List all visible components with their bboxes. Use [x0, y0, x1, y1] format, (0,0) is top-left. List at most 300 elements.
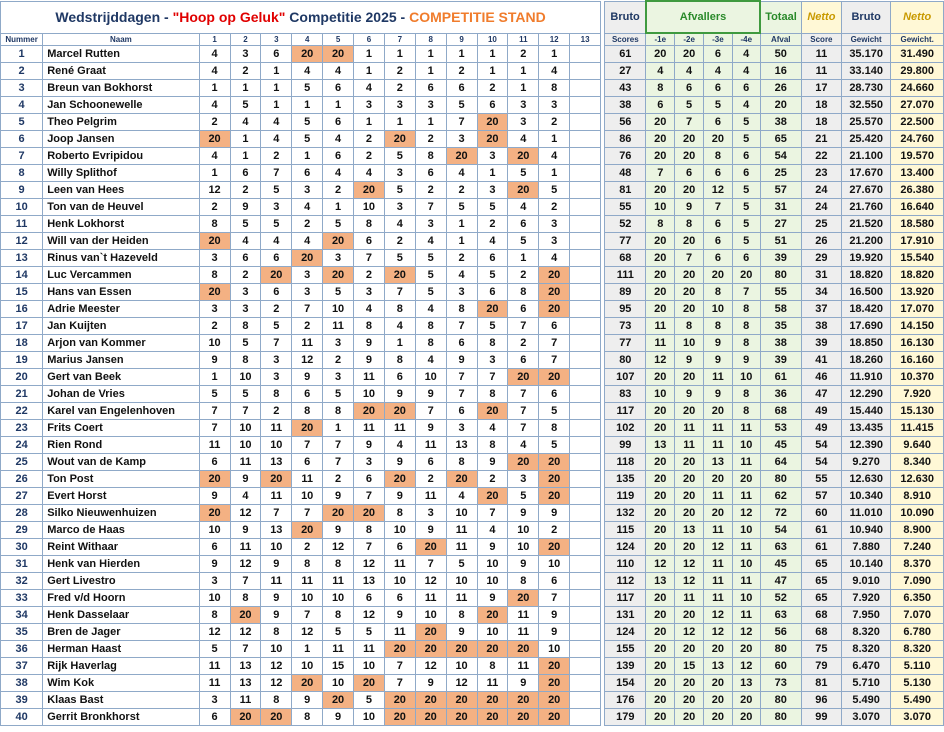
day-score-cell: 2	[415, 131, 446, 148]
day-score-cell: 8	[354, 522, 385, 539]
day-score-cell: 2	[415, 182, 446, 199]
totaal-afval-cell: 25	[760, 165, 801, 182]
totaal-afval-cell: 20	[760, 97, 801, 114]
rank-cell: 18	[1, 335, 43, 352]
day-score-cell: 5	[292, 114, 323, 131]
day-score-cell: 2	[446, 63, 477, 80]
bruto-weight-cell: 25.420	[841, 131, 890, 148]
day-score-cell: 11	[384, 420, 415, 437]
afvaller-cell: 20	[675, 471, 704, 488]
rank-cell: 26	[1, 471, 43, 488]
day-score-cell: 12	[261, 658, 292, 675]
afvaller-cell: 12	[646, 352, 675, 369]
day-score-cell: 8	[292, 556, 323, 573]
day-score-cell: 11	[323, 641, 354, 658]
day-score-cell: 7	[539, 352, 570, 369]
day-score-cell: 5	[477, 267, 508, 284]
bruto-scores-cell: 154	[605, 675, 646, 692]
netto-weight-cell: 18.580	[891, 216, 944, 233]
afvaller-cell: 20	[704, 675, 733, 692]
day-score-cell: 13	[230, 658, 261, 675]
day-score-cell: 11	[384, 556, 415, 573]
bruto-weight-cell: 9.270	[841, 454, 890, 471]
day-score-cell: 20	[415, 624, 446, 641]
column-header-afvaller-3: -3e	[704, 33, 733, 46]
afvaller-cell: 8	[732, 318, 760, 335]
afvaller-cell: 8	[732, 335, 760, 352]
player-name-cell: Marius Jansen	[43, 352, 199, 369]
day-score-cell: 20	[292, 420, 323, 437]
netto-weight-cell: 17.070	[891, 301, 944, 318]
afvaller-cell: 10	[732, 556, 760, 573]
day-score-cell: 20	[539, 488, 570, 505]
day-score-cell: 6	[477, 284, 508, 301]
afvaller-cell: 20	[675, 284, 704, 301]
day-score-cell: 3	[508, 97, 539, 114]
totaal-afval-cell: 36	[760, 386, 801, 403]
bruto-scores-cell: 107	[605, 369, 646, 386]
netto-score-cell: 46	[801, 369, 841, 386]
day-score-cell: 20	[323, 692, 354, 709]
day-score-cell: 11	[261, 573, 292, 590]
day-score-cell: 1	[539, 46, 570, 63]
day-score-cell: 10	[292, 488, 323, 505]
day-score-cell: 3	[323, 250, 354, 267]
day-score-cell: 12	[292, 352, 323, 369]
rank-cell: 30	[1, 539, 43, 556]
day-score-cell: 2	[292, 318, 323, 335]
rank-cell: 1	[1, 46, 43, 63]
header-netto: Netto	[801, 1, 841, 33]
day-score-cell: 6	[539, 386, 570, 403]
rank-cell: 28	[1, 505, 43, 522]
afvaller-cell: 11	[704, 522, 733, 539]
bruto-weight-cell: 11.010	[841, 505, 890, 522]
day-score-cell: 6	[384, 369, 415, 386]
day-score-cell	[570, 420, 601, 437]
bruto-weight-cell: 10.940	[841, 522, 890, 539]
day-score-cell: 8	[323, 607, 354, 624]
day-score-cell: 6	[354, 471, 385, 488]
player-name-cell: Rien Rond	[43, 437, 199, 454]
player-name-cell: Herman Haast	[43, 641, 199, 658]
day-score-cell	[570, 352, 601, 369]
day-score-cell: 7	[354, 488, 385, 505]
day-score-cell: 11	[508, 658, 539, 675]
day-score-cell	[570, 97, 601, 114]
afvaller-cell: 13	[646, 437, 675, 454]
day-score-cell: 20	[508, 182, 539, 199]
column-header-day-1: 1	[199, 33, 230, 46]
day-score-cell: 4	[261, 114, 292, 131]
day-score-cell: 5	[384, 182, 415, 199]
day-score-cell: 6	[199, 539, 230, 556]
afvaller-cell: 6	[704, 250, 733, 267]
day-score-cell: 3	[446, 284, 477, 301]
day-score-cell: 3	[539, 97, 570, 114]
day-score-cell	[570, 63, 601, 80]
afvaller-cell: 13	[732, 675, 760, 692]
day-score-cell: 12	[354, 556, 385, 573]
bruto-scores-cell: 135	[605, 471, 646, 488]
day-score-cell: 1	[323, 420, 354, 437]
day-score-cell: 4	[508, 437, 539, 454]
day-score-cell: 7	[292, 505, 323, 522]
day-score-cell: 12	[261, 675, 292, 692]
day-score-cell: 8	[384, 505, 415, 522]
netto-score-cell: 57	[801, 488, 841, 505]
rank-cell: 13	[1, 250, 43, 267]
day-score-cell: 20	[477, 641, 508, 658]
day-score-cell: 20	[292, 46, 323, 63]
rank-cell: 10	[1, 199, 43, 216]
table-row	[1, 556, 944, 573]
bruto-scores-cell: 89	[605, 284, 646, 301]
day-score-cell: 3	[415, 97, 446, 114]
header-totaal: Totaal	[760, 1, 801, 33]
day-score-cell: 20	[384, 692, 415, 709]
table-row	[1, 233, 944, 250]
day-score-cell: 7	[292, 607, 323, 624]
day-score-cell: 13	[261, 522, 292, 539]
totaal-afval-cell: 16	[760, 63, 801, 80]
day-score-cell: 10	[230, 437, 261, 454]
day-score-cell	[570, 114, 601, 131]
day-score-cell: 4	[446, 488, 477, 505]
day-score-cell: 10	[446, 658, 477, 675]
day-score-cell: 20	[199, 233, 230, 250]
table-row	[1, 335, 944, 352]
table-row	[1, 471, 944, 488]
table-row	[1, 488, 944, 505]
afvaller-cell: 5	[732, 199, 760, 216]
bruto-weight-cell: 5.490	[841, 692, 890, 709]
day-score-cell: 12	[199, 624, 230, 641]
day-score-cell: 2	[354, 148, 385, 165]
afvaller-cell: 11	[732, 454, 760, 471]
day-score-cell: 5	[199, 641, 230, 658]
afvaller-cell: 10	[646, 386, 675, 403]
column-header-day-2: 2	[230, 33, 261, 46]
day-score-cell: 10	[384, 522, 415, 539]
table-row	[1, 624, 944, 641]
day-score-cell: 9	[508, 505, 539, 522]
header-afvallers: Afvallers	[646, 1, 760, 33]
afvaller-cell: 6	[704, 80, 733, 97]
afvaller-cell: 9	[675, 199, 704, 216]
day-score-cell: 10	[323, 590, 354, 607]
day-score-cell: 4	[477, 233, 508, 250]
table-row	[1, 182, 944, 199]
day-score-cell: 10	[508, 539, 539, 556]
afvaller-cell: 20	[675, 692, 704, 709]
totaal-afval-cell: 53	[760, 420, 801, 437]
netto-score-cell: 54	[801, 437, 841, 454]
netto-score-cell: 24	[801, 182, 841, 199]
afvaller-cell: 9	[675, 352, 704, 369]
day-score-cell: 20	[261, 267, 292, 284]
rank-cell: 6	[1, 131, 43, 148]
afvaller-cell: 20	[646, 505, 675, 522]
day-score-cell: 5	[292, 80, 323, 97]
day-score-cell: 3	[354, 97, 385, 114]
day-score-cell: 6	[446, 80, 477, 97]
netto-weight-cell: 14.150	[891, 318, 944, 335]
day-score-cell: 20	[323, 233, 354, 250]
netto-score-cell: 49	[801, 403, 841, 420]
afvaller-cell: 20	[646, 658, 675, 675]
day-score-cell: 4	[230, 114, 261, 131]
day-score-cell: 4	[292, 199, 323, 216]
day-score-cell: 3	[384, 165, 415, 182]
day-score-cell: 2	[384, 63, 415, 80]
afvaller-cell: 6	[675, 80, 704, 97]
bruto-weight-cell: 27.670	[841, 182, 890, 199]
day-score-cell: 20	[477, 114, 508, 131]
day-score-cell: 2	[539, 522, 570, 539]
rank-cell: 33	[1, 590, 43, 607]
rank-cell: 14	[1, 267, 43, 284]
bruto-weight-cell: 12.290	[841, 386, 890, 403]
day-score-cell: 9	[477, 539, 508, 556]
afvaller-cell: 11	[704, 488, 733, 505]
day-score-cell: 1	[477, 63, 508, 80]
bruto-scores-cell: 176	[605, 692, 646, 709]
day-score-cell: 4	[539, 250, 570, 267]
afvaller-cell: 12	[732, 624, 760, 641]
day-score-cell: 20	[539, 658, 570, 675]
day-score-cell: 10	[539, 556, 570, 573]
bruto-scores-cell: 43	[605, 80, 646, 97]
afvaller-cell: 20	[675, 46, 704, 63]
bruto-weight-cell: 18.420	[841, 301, 890, 318]
afvaller-cell: 20	[646, 114, 675, 131]
netto-score-cell: 96	[801, 692, 841, 709]
day-score-cell: 9	[261, 590, 292, 607]
afvaller-cell: 8	[646, 80, 675, 97]
bruto-scores-cell: 80	[605, 352, 646, 369]
netto-weight-cell: 16.640	[891, 199, 944, 216]
day-score-cell	[570, 284, 601, 301]
netto-score-cell: 68	[801, 624, 841, 641]
header-netto-gewicht: Netto	[891, 1, 944, 33]
day-score-cell: 5	[508, 165, 539, 182]
netto-score-cell: 11	[801, 46, 841, 63]
day-score-cell: 2	[230, 267, 261, 284]
totaal-afval-cell: 58	[760, 301, 801, 318]
player-name-cell: Karel van Engelenhoven	[43, 403, 199, 420]
netto-weight-cell: 8.340	[891, 454, 944, 471]
day-score-cell: 9	[384, 607, 415, 624]
player-name-cell: Wim Kok	[43, 675, 199, 692]
day-score-cell: 3	[415, 216, 446, 233]
table-row	[1, 114, 944, 131]
afvaller-cell: 20	[646, 488, 675, 505]
day-score-cell: 8	[261, 692, 292, 709]
day-score-cell: 1	[230, 148, 261, 165]
netto-weight-cell: 10.370	[891, 369, 944, 386]
day-score-cell: 10	[354, 199, 385, 216]
afvaller-cell: 20	[646, 641, 675, 658]
bruto-scores-cell: 48	[605, 165, 646, 182]
day-score-cell: 2	[323, 352, 354, 369]
day-score-cell: 9	[261, 607, 292, 624]
totaal-afval-cell: 80	[760, 471, 801, 488]
bruto-scores-cell: 117	[605, 403, 646, 420]
table-row	[1, 97, 944, 114]
afvaller-cell: 20	[675, 403, 704, 420]
bruto-weight-cell: 7.880	[841, 539, 890, 556]
day-score-cell: 2	[292, 216, 323, 233]
day-score-cell: 8	[477, 437, 508, 454]
day-score-cell: 8	[199, 216, 230, 233]
table-row	[1, 573, 944, 590]
afvaller-cell: 20	[675, 454, 704, 471]
bruto-weight-cell: 21.520	[841, 216, 890, 233]
day-score-cell: 13	[230, 675, 261, 692]
bruto-scores-cell: 27	[605, 63, 646, 80]
day-score-cell: 1	[199, 369, 230, 386]
day-score-cell: 20	[477, 607, 508, 624]
day-score-cell: 2	[384, 80, 415, 97]
column-header-afvaller-2: -2e	[675, 33, 704, 46]
day-score-cell: 1	[230, 131, 261, 148]
day-score-cell: 20	[477, 709, 508, 726]
day-score-cell: 20	[508, 454, 539, 471]
day-score-cell: 9	[384, 386, 415, 403]
day-score-cell: 12	[292, 624, 323, 641]
day-score-cell: 2	[508, 46, 539, 63]
day-score-cell: 20	[199, 505, 230, 522]
rank-cell: 32	[1, 573, 43, 590]
table-row	[1, 352, 944, 369]
column-header-bruto-gewicht: Gewicht	[841, 33, 890, 46]
netto-weight-cell: 6.350	[891, 590, 944, 607]
player-name-cell: Evert Horst	[43, 488, 199, 505]
day-score-cell: 11	[230, 692, 261, 709]
netto-score-cell: 18	[801, 97, 841, 114]
player-name-cell: Rinus van`t Hazeveld	[43, 250, 199, 267]
day-score-cell: 3	[323, 369, 354, 386]
day-score-cell: 4	[354, 165, 385, 182]
column-header-scores: Scores	[605, 33, 646, 46]
day-score-cell: 1	[477, 46, 508, 63]
day-score-cell: 8	[446, 301, 477, 318]
totaal-afval-cell: 62	[760, 488, 801, 505]
netto-score-cell: 23	[801, 165, 841, 182]
totaal-afval-cell: 45	[760, 437, 801, 454]
bruto-scores-cell: 102	[605, 420, 646, 437]
day-score-cell: 10	[354, 386, 385, 403]
netto-score-cell: 21	[801, 131, 841, 148]
day-score-cell: 20	[446, 148, 477, 165]
day-score-cell: 20	[384, 471, 415, 488]
day-score-cell: 5	[230, 335, 261, 352]
day-score-cell: 2	[539, 114, 570, 131]
player-name-cell: René Graat	[43, 63, 199, 80]
day-score-cell: 9	[261, 556, 292, 573]
afvaller-cell: 12	[732, 505, 760, 522]
afvaller-cell: 20	[704, 505, 733, 522]
day-score-cell: 2	[323, 182, 354, 199]
column-header-afvaller-4: -4e	[732, 33, 760, 46]
afvaller-cell: 7	[704, 199, 733, 216]
rank-cell: 34	[1, 607, 43, 624]
day-score-cell: 10	[477, 624, 508, 641]
day-score-cell: 5	[415, 250, 446, 267]
day-score-cell: 4	[261, 233, 292, 250]
day-score-cell: 20	[446, 709, 477, 726]
day-score-cell: 7	[446, 114, 477, 131]
day-score-cell: 10	[230, 369, 261, 386]
netto-score-cell: 17	[801, 80, 841, 97]
player-name-cell: Hans van Essen	[43, 284, 199, 301]
afvaller-cell: 6	[704, 114, 733, 131]
table-row	[1, 131, 944, 148]
netto-weight-cell: 12.630	[891, 471, 944, 488]
netto-score-cell: 18	[801, 114, 841, 131]
player-name-cell: Frits Coert	[43, 420, 199, 437]
afvaller-cell: 11	[675, 437, 704, 454]
day-score-cell: 9	[477, 590, 508, 607]
day-score-cell	[570, 641, 601, 658]
day-score-cell: 11	[354, 369, 385, 386]
title-competition: Competitie 2025 -	[285, 9, 410, 25]
day-score-cell	[570, 80, 601, 97]
day-score-cell: 2	[508, 335, 539, 352]
table-row	[1, 437, 944, 454]
netto-score-cell: 60	[801, 505, 841, 522]
column-header-afval: Afval	[760, 33, 801, 46]
totaal-afval-cell: 55	[760, 284, 801, 301]
day-score-cell: 11	[199, 658, 230, 675]
day-score-cell: 7	[261, 335, 292, 352]
day-score-cell: 8	[446, 454, 477, 471]
day-score-cell: 7	[508, 386, 539, 403]
afvaller-cell: 11	[675, 420, 704, 437]
day-score-cell: 9	[230, 471, 261, 488]
day-score-cell: 7	[230, 641, 261, 658]
day-score-cell: 11	[292, 335, 323, 352]
day-score-cell: 7	[415, 199, 446, 216]
netto-score-cell: 81	[801, 675, 841, 692]
player-name-cell: Ton Post	[43, 471, 199, 488]
table-row	[1, 505, 944, 522]
bruto-weight-cell: 7.950	[841, 607, 890, 624]
bruto-scores-cell: 118	[605, 454, 646, 471]
table-row	[1, 386, 944, 403]
day-score-cell: 5	[415, 267, 446, 284]
bruto-weight-cell: 19.920	[841, 250, 890, 267]
bruto-weight-cell: 9.010	[841, 573, 890, 590]
day-score-cell: 6	[230, 165, 261, 182]
rank-cell: 27	[1, 488, 43, 505]
afvaller-cell: 20	[646, 522, 675, 539]
day-score-cell: 20	[323, 267, 354, 284]
day-score-cell: 8	[508, 284, 539, 301]
day-score-cell: 1	[446, 216, 477, 233]
day-score-cell: 4	[508, 199, 539, 216]
player-name-cell: Theo Pelgrim	[43, 114, 199, 131]
day-score-cell: 20	[292, 522, 323, 539]
day-score-cell: 20	[199, 471, 230, 488]
day-score-cell: 20	[384, 131, 415, 148]
day-score-cell: 11	[446, 539, 477, 556]
day-score-cell: 5	[508, 233, 539, 250]
day-score-cell: 1	[384, 114, 415, 131]
header-bruto: Bruto	[605, 1, 646, 33]
day-score-cell: 8	[415, 335, 446, 352]
